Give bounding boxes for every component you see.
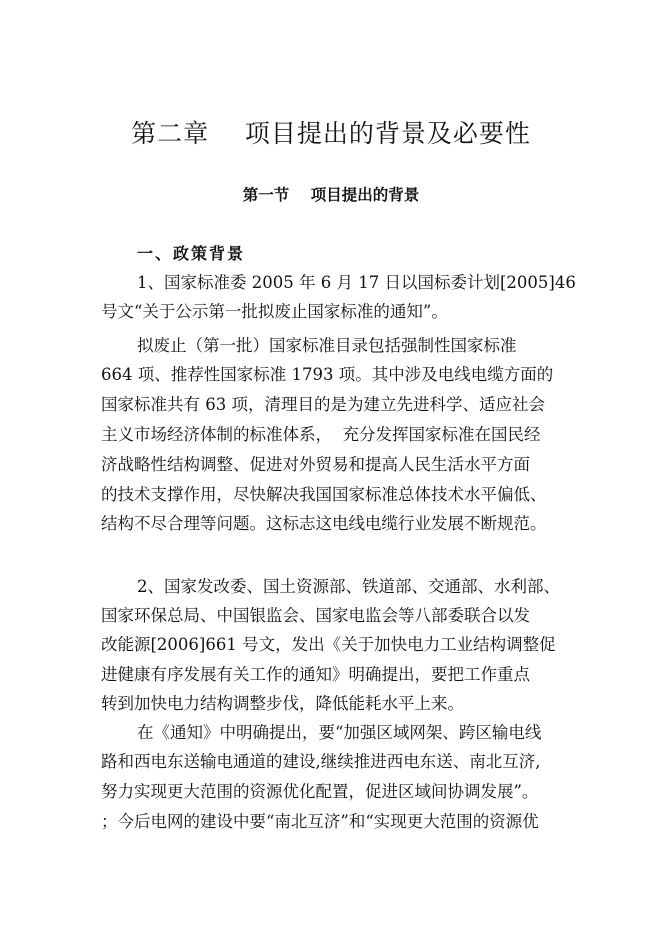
- paragraph-4-line-1: 在《通知》中明确提出，要“加强区域网架、跨区输电线: [137, 723, 542, 742]
- subheading-policy-background: 一、政策背景: [137, 244, 246, 263]
- section-title: 第一节 项目提出的背景: [242, 186, 420, 204]
- paragraph-2-line-6: 的技术支撑作用，尽快解决我国国家标准总体技术水平偏低、: [101, 485, 547, 504]
- paragraph-3-line-3: 改能源[2006]661 号文，发出《关于加快电力工业结构调整促: [101, 635, 556, 654]
- paragraph-4-line-4: ；今后电网的建设中要“南北互济”和“实现更大范围的资源优: [101, 812, 539, 831]
- paragraph-3-line-4: 进健康有序发展有关工作的通知》明确提出，要把工作重点: [101, 665, 530, 684]
- paragraph-3-line-5: 转到加快电力结构调整步伐，降低能耗水平上来。: [101, 694, 464, 713]
- paragraph-2-line-1: 拟废止（第一批）国家标准目录包括强制性国家标准: [137, 336, 517, 355]
- paragraph-2-line-2: 664 项、推荐性国家标准 1793 项。其中涉及电线电缆方面的: [101, 365, 554, 384]
- paragraph-4-line-3: 努力实现更大范围的资源优化配置，促进区域间协调发展”。: [101, 782, 539, 801]
- paragraph-3-line-1: 2、国家发改委、国土资源部、铁道部、交通部、水利部、: [137, 577, 560, 596]
- paragraph-2-line-7: 结构不尽合理等问题。这标志这电线电缆行业发展不断规范。: [101, 514, 547, 533]
- paragraph-4-line-2: 路和西电东送输电通道的建设,继续推进西电东送、南北互济,: [101, 752, 541, 771]
- chapter-title: 第二章 项目提出的背景及必要性: [131, 119, 531, 148]
- paragraph-1-line-1: 1、国家标准委 2005 年 6 月 17 日以国标委计划[2005]46: [137, 273, 576, 292]
- paragraph-3-line-2: 国家环保总局、中国银监会、国家电监会等八部委联合以发: [101, 606, 530, 625]
- paragraph-1-line-2: 号文“关于公示第一批拟废止国家标准的通知”。: [101, 302, 448, 321]
- paragraph-2-line-5: 济战略性结构调整、促进对外贸易和提高人民生活水平方面: [101, 455, 530, 474]
- paragraph-2-line-4: 主义市场经济体制的标准体系， 充分发挥国家标准在国民经: [101, 425, 541, 444]
- paragraph-2-line-3: 国家标准共有 63 项，清理目的是为建立先进科学、适应社会: [101, 395, 545, 414]
